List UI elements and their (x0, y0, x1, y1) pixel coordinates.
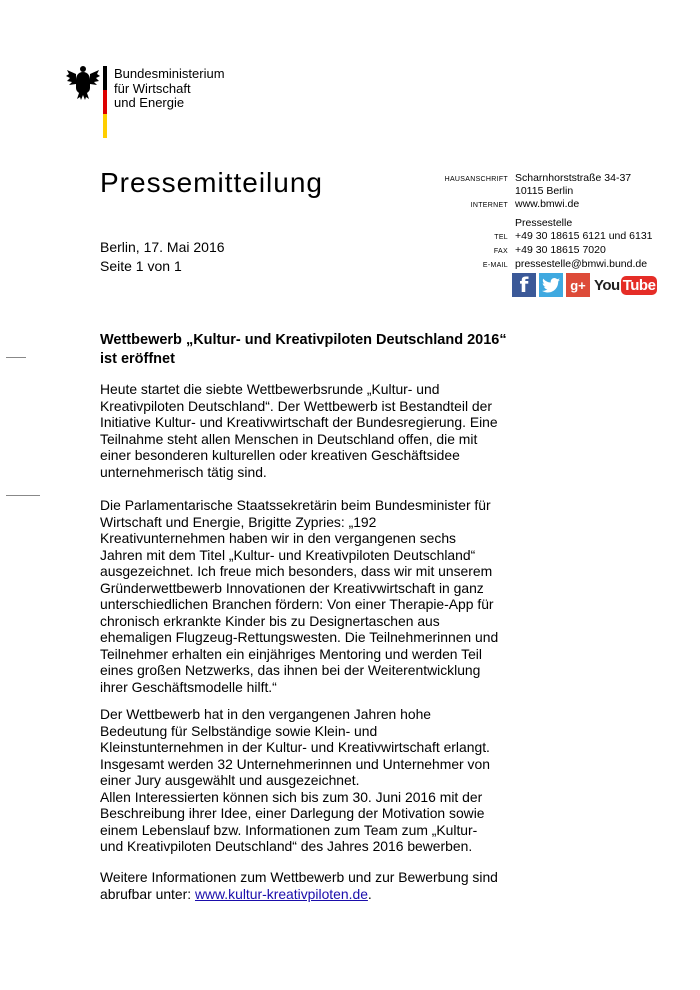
text-line: Teilnehmer erhalten ein einjähriges Mentoring und werden Teil (100, 645, 482, 662)
text-line: chronisch erkrankte Kinder bis zu Designertaschen aus (100, 612, 440, 629)
text-line: unternehmerisch tätig sind. (100, 463, 267, 480)
internet-link[interactable]: www.bmwi.de (515, 198, 580, 210)
googleplus-icon[interactable] (566, 273, 590, 297)
youtube-you: You (594, 276, 620, 294)
text-line: Die Parlamentarische Staatssekretärin beim Bundesminister für (100, 497, 491, 513)
press-headline: Wettbewerb „Kultur- und Kreativpiloten Deutschland 2016“ ist eröffnet (100, 332, 507, 367)
ministry-name (114, 67, 225, 111)
text-line: eines großen Netzwerks, das ihnen bei der Weiterentwicklung (100, 662, 481, 678)
text-line: Der Wettbewerb hat in den vergangenen Jahren hohe (100, 706, 432, 722)
flag-stripe-gold (103, 114, 107, 138)
address-label: HAUSANSCHRIFT (444, 176, 508, 183)
link-prefix: abrufbar unter: (100, 885, 195, 902)
address-line-1: Scharnhorststraße 34-37 (515, 172, 632, 184)
text-line: einer Jury ausgewählt und ausgezeichnet. (100, 772, 360, 788)
internet-label: INTERNET (470, 202, 508, 209)
email-link[interactable]: pressestelle@bmwi.bund.de (515, 258, 648, 270)
paragraph-4 (100, 869, 540, 902)
text-line: einer besonderen kulturellen oder kreativen Geschäftsidee (100, 447, 460, 463)
text-line-with-link (100, 886, 540, 903)
twitter-bird-icon (542, 278, 560, 293)
page-title: Pressemitteilung (100, 167, 323, 198)
paragraph-1 (100, 381, 540, 480)
ministry-line: für Wirtschaft (114, 80, 191, 96)
googleplus-glyph: g+ (570, 277, 586, 293)
date-block (100, 238, 225, 276)
text-line: Bedeutung für Selbständige sowie Klein- und (100, 722, 378, 739)
text-line: ihrer Geschäftsmodelle hilft.“ (100, 678, 277, 695)
text-line: Wirtschaft und Energie, Brigitte Zypries: „192 (100, 513, 377, 530)
ministry-line: Bundesministerium (114, 66, 225, 81)
paragraph-2 (100, 497, 540, 695)
text-line: Teilnahme steht allen Menschen in Deutschland offen, die mit (100, 430, 478, 447)
text-line: Insgesamt werden 32 Unternehmerinnen und Unternehmer von (100, 755, 490, 772)
text-line: Kreativunternehmen haben wir in den vergangenen sechs (100, 530, 456, 546)
federal-eagle-icon (66, 64, 100, 100)
text-line: Allen Interessierten können sich bis zum 30. Juni 2016 mit der (100, 788, 483, 805)
flag-stripe-black (103, 66, 107, 90)
flag-bar (103, 66, 107, 138)
text-line: und Kreativpiloten Deutschland“ des Jahres 2016 bewerben. (100, 838, 473, 854)
text-line: Kleinstunternehmen in der Kultur- und Kreativwirtschaft erlangt. (100, 739, 490, 755)
link-suffix: . (367, 885, 372, 902)
email-label: E-MAIL (482, 262, 508, 269)
tel-value: +49 30 18615 6121 und 6131 (515, 230, 653, 242)
youtube-icon[interactable] (594, 273, 656, 297)
fax-value: +49 30 18615 7020 (515, 244, 606, 256)
text-line: Beschreibung ihrer Idee, einer Darlegung der Motivation sowie (100, 805, 485, 821)
text-line: Heute startet die siebte Wettbewerbsrunde „Kultur- und (100, 381, 440, 397)
facebook-glyph: f (519, 273, 529, 297)
text-line: Jahren mit dem Titel „Kultur- und Kreativpiloten Deutschland“ (100, 546, 476, 563)
punch-mark (6, 495, 40, 496)
text-line: Initiative Kultur- und Kreativwirtschaft der Bundesregierung. Eine (100, 414, 498, 430)
ministry-line: und Energie (114, 95, 185, 110)
fax-label: FAX (493, 248, 508, 255)
text-line: ehemaligen Flugzeug-Rettungswesten. Die Teilnehmerinnen und (100, 629, 499, 645)
facebook-icon[interactable] (512, 273, 536, 297)
text-line: Kreativpiloten Deutschland“. Der Wettbewerb ist Bestandteil der (100, 397, 492, 414)
text-line: ausgezeichnet. Ich freue mich besonders, dass wir mit unserem (100, 563, 493, 579)
text-line: Weitere Informationen zum Wettbewerb und zur Bewerbung sind (100, 869, 498, 885)
fold-mark (6, 357, 26, 358)
twitter-icon[interactable] (539, 273, 563, 297)
paragraph-3 (100, 706, 540, 855)
tel-label: TEL (494, 234, 508, 241)
youtube-tube: Tube (622, 276, 656, 294)
flag-stripe-red (103, 90, 107, 114)
text-line: unterschiedlichen Branchen fördern: Von einer Therapie-App für (100, 596, 494, 612)
text-line: Gründerwettbewerb Innovationen der Kreativwirtschaft in ganz (100, 579, 484, 596)
press-office: Pressestelle (515, 217, 573, 229)
website-link[interactable]: www.kultur-kreativpiloten.de (194, 885, 368, 902)
page-count: Seite 1 von 1 (100, 258, 182, 274)
address-line-2: 10115 Berlin (515, 185, 574, 197)
text-line: einem Lebenslauf bzw. Informationen zum Team zum „Kultur- (100, 821, 478, 838)
date-text: Berlin, 17. Mai 2016 (100, 239, 225, 255)
